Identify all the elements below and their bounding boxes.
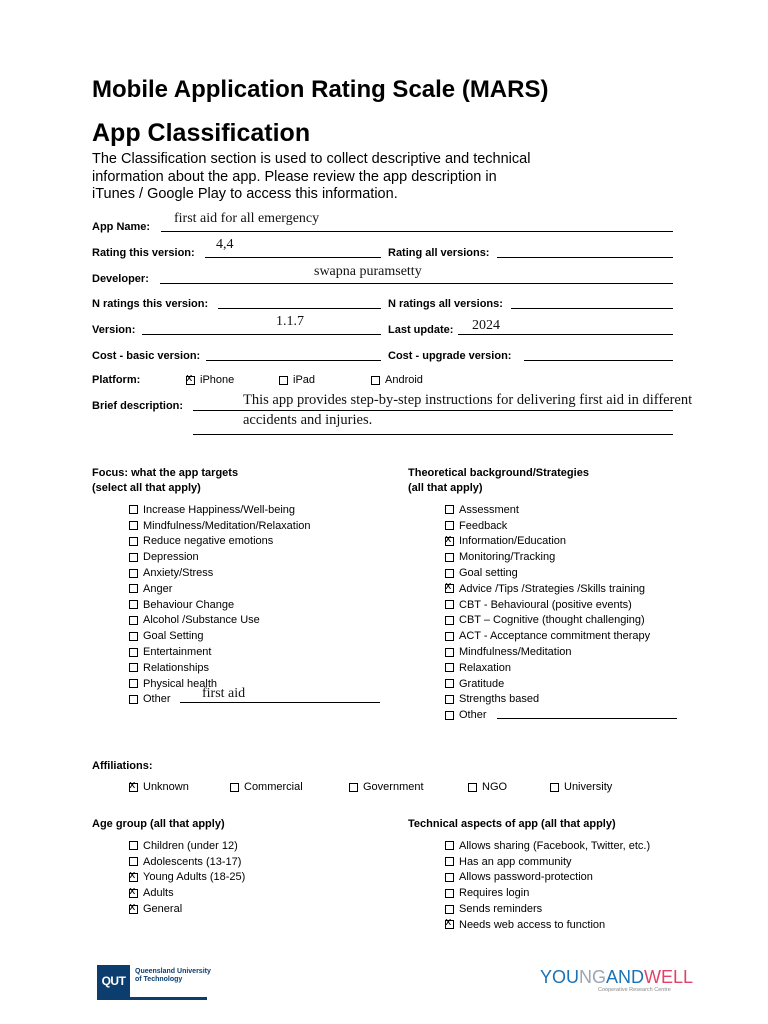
n-ratings-this-line [218,308,381,309]
last-update-line [458,334,673,335]
age-option[interactable]: x General [129,901,245,917]
affiliations-label: Affiliations: [92,760,153,772]
brief-description-value-2[interactable]: accidents and injuries. [243,412,373,428]
theory-option[interactable]: CBT - Behavioural (positive events) [445,597,650,613]
checkbox[interactable] [129,505,138,514]
rating-this-value[interactable]: 4,4 [216,237,234,252]
version-line [142,334,381,335]
checkbox[interactable] [550,783,559,792]
technical-option[interactable]: Requires login [445,885,650,901]
app-name-line [161,231,673,232]
app-name-value[interactable]: first aid for all emergency [174,211,320,226]
focus-option[interactable]: Reduce negative emotions [129,534,311,550]
focus-option[interactable]: Entertainment [129,644,311,660]
age-option[interactable]: x Adults [129,885,245,901]
checkbox[interactable] [468,783,477,792]
checkbox[interactable] [129,616,138,625]
checkbox[interactable] [445,600,454,609]
focus-option[interactable]: Relationships [129,660,311,676]
platform-label: Platform: [92,374,141,386]
checkbox[interactable] [129,695,138,704]
technical-option[interactable]: Allows password-protection [445,870,650,886]
theory-option[interactable]: Assessment [445,502,650,518]
theory-option[interactable]: CBT – Cognitive (thought challenging) [445,613,650,629]
checkbox[interactable] [445,920,454,929]
checkbox[interactable] [445,711,454,720]
theory-option[interactable]: x Advice /Tips /Strategies /Skills training [445,581,650,597]
affiliation-option-government[interactable]: Government [349,781,424,793]
theory-option[interactable]: ACT - Acceptance commitment therapy [445,628,650,644]
theory-option-other[interactable]: Other [445,707,650,723]
document-title: Mobile Application Rating Scale (MARS) [92,76,549,103]
qut-logo-bar [97,997,207,1000]
checkbox[interactable] [445,505,454,514]
n-ratings-all-label: N ratings all versions: [388,298,503,310]
checkbox[interactable] [445,632,454,641]
young-and-well-subtitle: Cooperative Research Centre [598,987,671,993]
checkbox[interactable] [129,873,138,882]
age-group-list [129,838,245,917]
checkbox[interactable] [445,889,454,898]
focus-option[interactable]: Increase Happiness/Well-being [129,502,311,518]
checkbox[interactable] [445,537,454,546]
checkbox[interactable] [371,376,380,385]
technical-option[interactable]: x Needs web access to function [445,917,650,933]
intro-line: iTunes / Google Play to access this information. [92,186,398,202]
checkbox[interactable] [445,905,454,914]
theory-option[interactable]: Gratitude [445,676,650,692]
rating-all-label: Rating all versions: [388,247,490,259]
rating-this-label: Rating this version: [92,247,195,259]
technical-heading: Technical aspects of app (all that apply) [408,818,616,830]
last-update-value[interactable]: 2024 [472,318,500,333]
intro-line: The Classification section is used to collect descriptive and technical [92,151,531,167]
checkbox[interactable] [129,632,138,641]
theory-list [445,502,650,723]
checkbox[interactable] [129,663,138,672]
checkbox[interactable] [186,376,195,385]
focus-option[interactable]: Goal Setting [129,628,311,644]
n-ratings-all-line [511,308,673,309]
platform-option-ipad[interactable]: iPad [279,374,315,386]
brief-description-line-1 [193,410,673,411]
age-option[interactable]: x Young Adults (18-25) [129,870,245,886]
checkbox[interactable] [445,679,454,688]
age-option[interactable]: Children (under 12) [129,838,245,854]
checkbox[interactable] [129,783,138,792]
age-option[interactable]: Adolescents (13-17) [129,854,245,870]
focus-option[interactable]: Anger [129,581,311,597]
checkbox[interactable] [129,857,138,866]
version-value[interactable]: 1.1.7 [276,314,304,329]
section-title: App Classification [92,119,311,147]
platform-option-android[interactable]: Android [371,374,423,386]
checkbox[interactable] [445,841,454,850]
affiliation-option-commercial[interactable]: Commercial [230,781,303,793]
checkbox[interactable] [445,521,454,530]
theory-option[interactable]: Relaxation [445,660,650,676]
checkbox[interactable] [129,521,138,530]
intro-paragraph [92,151,572,204]
checkbox[interactable] [445,648,454,657]
brief-description-value-1[interactable]: This app provides step-by-step instructions for delivering first aid in different [243,392,693,408]
intro-line: information about the app. Please review the app description in [92,168,497,185]
checkbox[interactable] [349,783,358,792]
affiliation-option-unknown[interactable]: x Unknown [129,781,189,793]
checkbox[interactable] [445,873,454,882]
rating-this-line [205,257,381,258]
cost-upgrade-label: Cost - upgrade version: [388,350,512,362]
checkbox[interactable] [445,857,454,866]
checkbox[interactable] [129,553,138,562]
developer-label: Developer: [92,273,149,285]
focus-option-other[interactable]: Other [129,692,311,708]
developer-value[interactable]: swapna puramsetty [314,264,422,279]
platform-option-iphone[interactable]: x iPhone [186,374,234,386]
checkbox[interactable] [129,889,138,898]
focus-option[interactable]: Depression [129,549,311,565]
checkbox[interactable] [129,648,138,657]
checkbox[interactable] [129,584,138,593]
checkbox[interactable] [129,905,138,914]
theory-option[interactable]: Feedback [445,518,650,534]
affiliation-option-university[interactable]: University [550,781,612,793]
last-update-label: Last update: [388,324,454,336]
checkbox[interactable] [129,679,138,688]
developer-line [160,283,673,284]
focus-option[interactable]: Anxiety/Stress [129,565,311,581]
rating-all-line [497,257,673,258]
checkbox[interactable] [129,569,138,578]
checkbox[interactable] [445,695,454,704]
theory-heading: Theoretical background/Strategies (all that apply) [408,467,589,494]
checkbox[interactable] [445,553,454,562]
technical-list [445,838,650,933]
checkbox[interactable] [445,663,454,672]
version-label: Version: [92,324,136,336]
young-and-well-logo: YOUNGANDWELL [540,967,694,987]
theory-other-line [497,718,677,719]
brief-description-line-2 [193,434,673,435]
qut-logo: QUT [97,965,130,997]
theory-option[interactable]: Mindfulness/Meditation [445,644,650,660]
brief-description-label: Brief description: [92,400,184,412]
theory-option[interactable]: Goal setting [445,565,650,581]
checkbox[interactable] [445,584,454,593]
n-ratings-this-label: N ratings this version: [92,298,209,310]
focus-list [129,502,311,707]
focus-other-value[interactable]: first aid [202,686,246,701]
focus-option[interactable]: Behaviour Change [129,597,311,613]
theory-option[interactable]: Strengths based [445,692,650,708]
focus-heading: Focus: what the app targets (select all that apply) [92,467,239,494]
qut-logo-text: Queensland University of Technology [135,968,211,983]
cost-basic-label: Cost - basic version: [92,350,201,362]
cost-upgrade-line [524,360,673,361]
checkbox[interactable] [279,376,288,385]
checkbox[interactable] [129,537,138,546]
checkbox[interactable] [129,841,138,850]
age-group-heading: Age group (all that apply) [92,818,225,830]
affiliation-option-ngo[interactable]: NGO [468,781,507,793]
cost-basic-line [206,360,381,361]
theory-option[interactable]: x Information/Education [445,534,650,550]
technical-option[interactable]: Allows sharing (Facebook, Twitter, etc.) [445,838,650,854]
focus-other-line [180,702,380,703]
checkbox[interactable] [129,600,138,609]
technical-option[interactable]: Sends reminders [445,901,650,917]
checkbox[interactable] [445,569,454,578]
focus-option[interactable]: Physical health [129,676,311,692]
app-name-label: App Name: [92,221,151,233]
checkbox[interactable] [445,616,454,625]
focus-option[interactable]: Mindfulness/Meditation/Relaxation [129,518,311,534]
technical-option[interactable]: Has an app community [445,854,650,870]
theory-option[interactable]: Monitoring/Tracking [445,549,650,565]
checkbox[interactable] [230,783,239,792]
focus-option[interactable]: Alcohol /Substance Use [129,613,311,629]
